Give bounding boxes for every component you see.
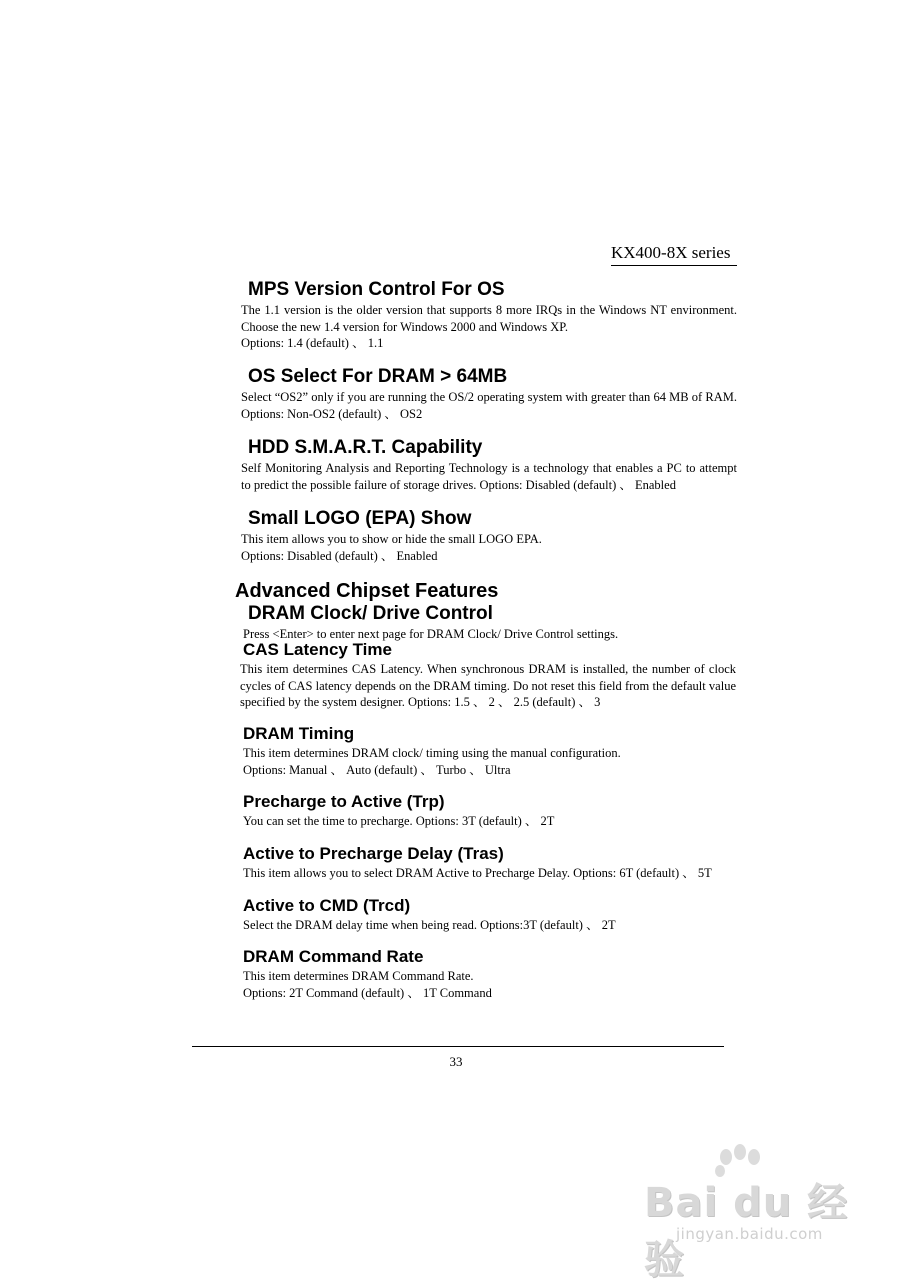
section-body-mps	[241, 302, 737, 352]
item-text: This item determines CAS Latency. When synchronous DRAM is installed, the number of clock cycles of CAS latency depends on the DRAM timing. Do not reset this field from the default value specified by the system designer. Options: 1.5 、 2 、 2.5 (default) 、 3	[240, 662, 736, 709]
section-heading-hdd-smart: HDD S.M.A.R.T. Capability	[248, 437, 483, 458]
item-body-trp	[243, 813, 739, 830]
item-text: This item determines DRAM Command Rate.	[243, 969, 474, 983]
section-options: Options: Disabled (default) 、 Enabled	[241, 548, 438, 563]
item-heading-command-rate: DRAM Command Rate	[243, 947, 424, 966]
watermark-url: jingyan.baidu.com	[676, 1225, 823, 1243]
section-options: Options: 1.4 (default) 、 1.1	[241, 336, 384, 350]
section-text: Select “OS2” only if you are running the OS/2 operating system with greater than 64 MB of RAM. Options: Non-OS2 (default) 、 OS2	[241, 390, 737, 421]
item-options: Options: Manual 、 Auto (default) 、 Turbo 、 Ultra	[243, 762, 511, 777]
item-heading-trcd: Active to CMD (Trcd)	[243, 896, 411, 915]
subsection-text: Press <Enter> to enter next page for DRAM Clock/ Drive Control settings.	[243, 627, 619, 641]
item-heading-tras: Active to Precharge Delay (Tras)	[243, 844, 504, 863]
section-heading-small-logo: Small LOGO (EPA) Show	[248, 508, 472, 529]
section-text: The 1.1 version is the older version that supports 8 more IRQs in the Windows NT environment. Choose the new 1.4 version for Windows 2000 and Windows XP.	[241, 303, 737, 334]
item-body-trcd	[243, 917, 739, 934]
item-heading-dram-timing: DRAM Timing	[243, 724, 355, 743]
section-text: Self Monitoring Analysis and Reporting Technology is a technology that enables a PC to attempt to predict the possible failure of storage drives. Options: Disabled (default) 、 Enabled	[241, 461, 737, 492]
watermark-logo: Bai du 经验	[644, 1180, 849, 1283]
item-text: You can set the time to precharge. Options: 3T (default) 、 2T	[243, 814, 555, 828]
section-heading-os-select: OS Select For DRAM > 64MB	[248, 366, 508, 387]
subsection-heading-dram-clock: DRAM Clock/ Drive Control	[248, 603, 493, 624]
item-body-command-rate	[243, 968, 739, 1001]
item-heading-cas-latency: CAS Latency Time	[243, 640, 392, 659]
item-heading-trp: Precharge to Active (Trp)	[243, 792, 445, 811]
item-text: This item allows you to select DRAM Active to Precharge Delay. Options: 6T (default) 、 5T	[243, 866, 712, 880]
item-body-cas-latency	[240, 661, 736, 711]
section-body-small-logo	[241, 531, 737, 564]
section-text: This item allows you to show or hide the small LOGO EPA.	[241, 532, 542, 546]
section-body-hdd-smart	[241, 460, 737, 493]
item-body-tras	[243, 865, 743, 882]
item-body-dram-timing	[243, 745, 739, 778]
series-header: KX400-8X series	[611, 243, 737, 266]
item-text: Select the DRAM delay time when being read. Options:3T (default) 、 2T	[243, 918, 616, 932]
item-text: This item determines DRAM clock/ timing using the manual configuration.	[243, 746, 621, 760]
section-body-os-select	[241, 389, 737, 422]
chapter-title: Advanced Chipset Features	[235, 580, 499, 602]
page-number: 33	[449, 1054, 463, 1069]
item-options: Options: 2T Command (default) 、 1T Command	[243, 985, 492, 1000]
baidu-watermark	[640, 1143, 870, 1283]
footer-rule	[192, 1046, 724, 1047]
section-heading-mps: MPS Version Control For OS	[248, 279, 505, 300]
